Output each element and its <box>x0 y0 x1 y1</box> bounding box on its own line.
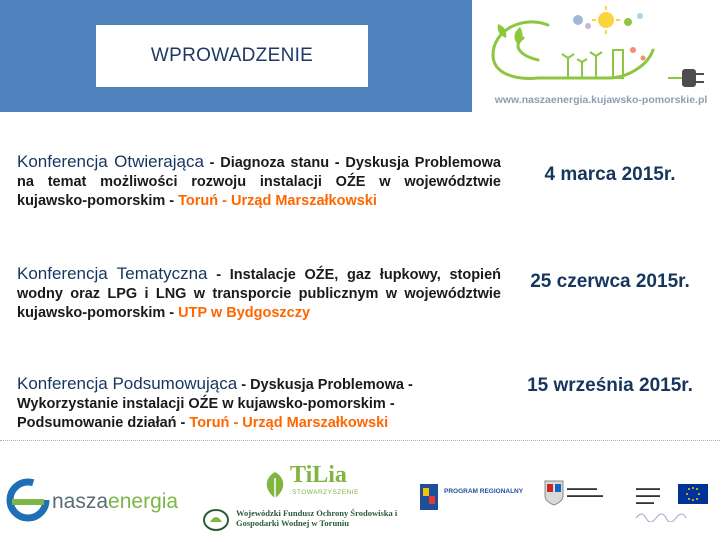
conference-2-location: UTP w Bydgoszczy <box>178 305 311 321</box>
banner-url: www.naszaenergia.kujawsko-pomorskie.pl <box>494 94 708 106</box>
conference-3-title: Konferencja Podsumowująca <box>17 374 238 393</box>
footer-divider <box>0 440 720 441</box>
conference-2-description: Konferencja Tematyczna - Instalacje OŹE, gaz łupkowy, stopień wodny oraz LPG i LNG w transporcie publicznym w województwie kujawsko-pomorskim - UTP w Bydgoszczy <box>17 264 502 321</box>
wfos-emblem-icon <box>202 508 230 532</box>
program-regionalny-icon <box>418 482 440 512</box>
conference-3-description: Konferencja Podsumowująca - Dyskusja Problemowa - Wykorzystanie instalacji OŹE w kujawsko-pomorskim - Podsumowanie działań - Toruń - Urząd Marszałkowski <box>17 374 413 431</box>
voivodeship-text: ▬▬▬▬▬ ▬▬▬▬▬▬ <box>567 486 603 499</box>
conference-1-title: Konferencja Otwierająca <box>17 152 204 171</box>
naszaenergia-logo-text: naszaenergia <box>52 490 179 513</box>
conference-1-description: Konferencja Otwierająca - Diagnoza stanu - Dyskusja Problemowa na temat możliwości rozwoju instalacji OŹE w województwie kujawsko-pomorskim - Toruń - Urząd Marszałkowski <box>17 152 501 209</box>
conference-3-location: Toruń - Urząd Marszałkowski <box>189 415 389 431</box>
eu-flag-icon <box>678 484 708 504</box>
conference-1-location: Toruń - Urząd Marszałkowski <box>178 193 377 209</box>
tilia-logo-icon <box>262 470 288 500</box>
header-band <box>0 0 472 112</box>
conference-2-title: Konferencja Tematyczna <box>17 264 208 283</box>
naszaenergia-logo-icon <box>6 478 50 522</box>
program-regionalny-text: PROGRAM REGIONALNY <box>444 488 524 495</box>
page-title: WPROWADZENIE <box>150 45 314 66</box>
wfos-name: Wojewódzki Fundusz Ochrony Środowiska i Gospodarki Wodnej w Toruniu <box>236 508 398 528</box>
tilia-subtitle: STOWARZYSZENIE <box>292 489 359 496</box>
energy-banner-illustration <box>478 0 720 125</box>
voivodeship-crest-icon <box>544 480 564 506</box>
eu-text: ▬▬▬▬ ▬▬▬▬ ▬▬▬ <box>636 486 660 506</box>
signature-slogan-icon <box>634 510 696 522</box>
header-box <box>96 25 368 87</box>
tilia-logo-text: TiLia <box>290 462 347 488</box>
conference-2-date: 25 czerwca 2015r. <box>530 271 690 292</box>
conference-1-date: 4 marca 2015r. <box>544 164 676 185</box>
conference-3-date: 15 września 2015r. <box>527 375 693 396</box>
